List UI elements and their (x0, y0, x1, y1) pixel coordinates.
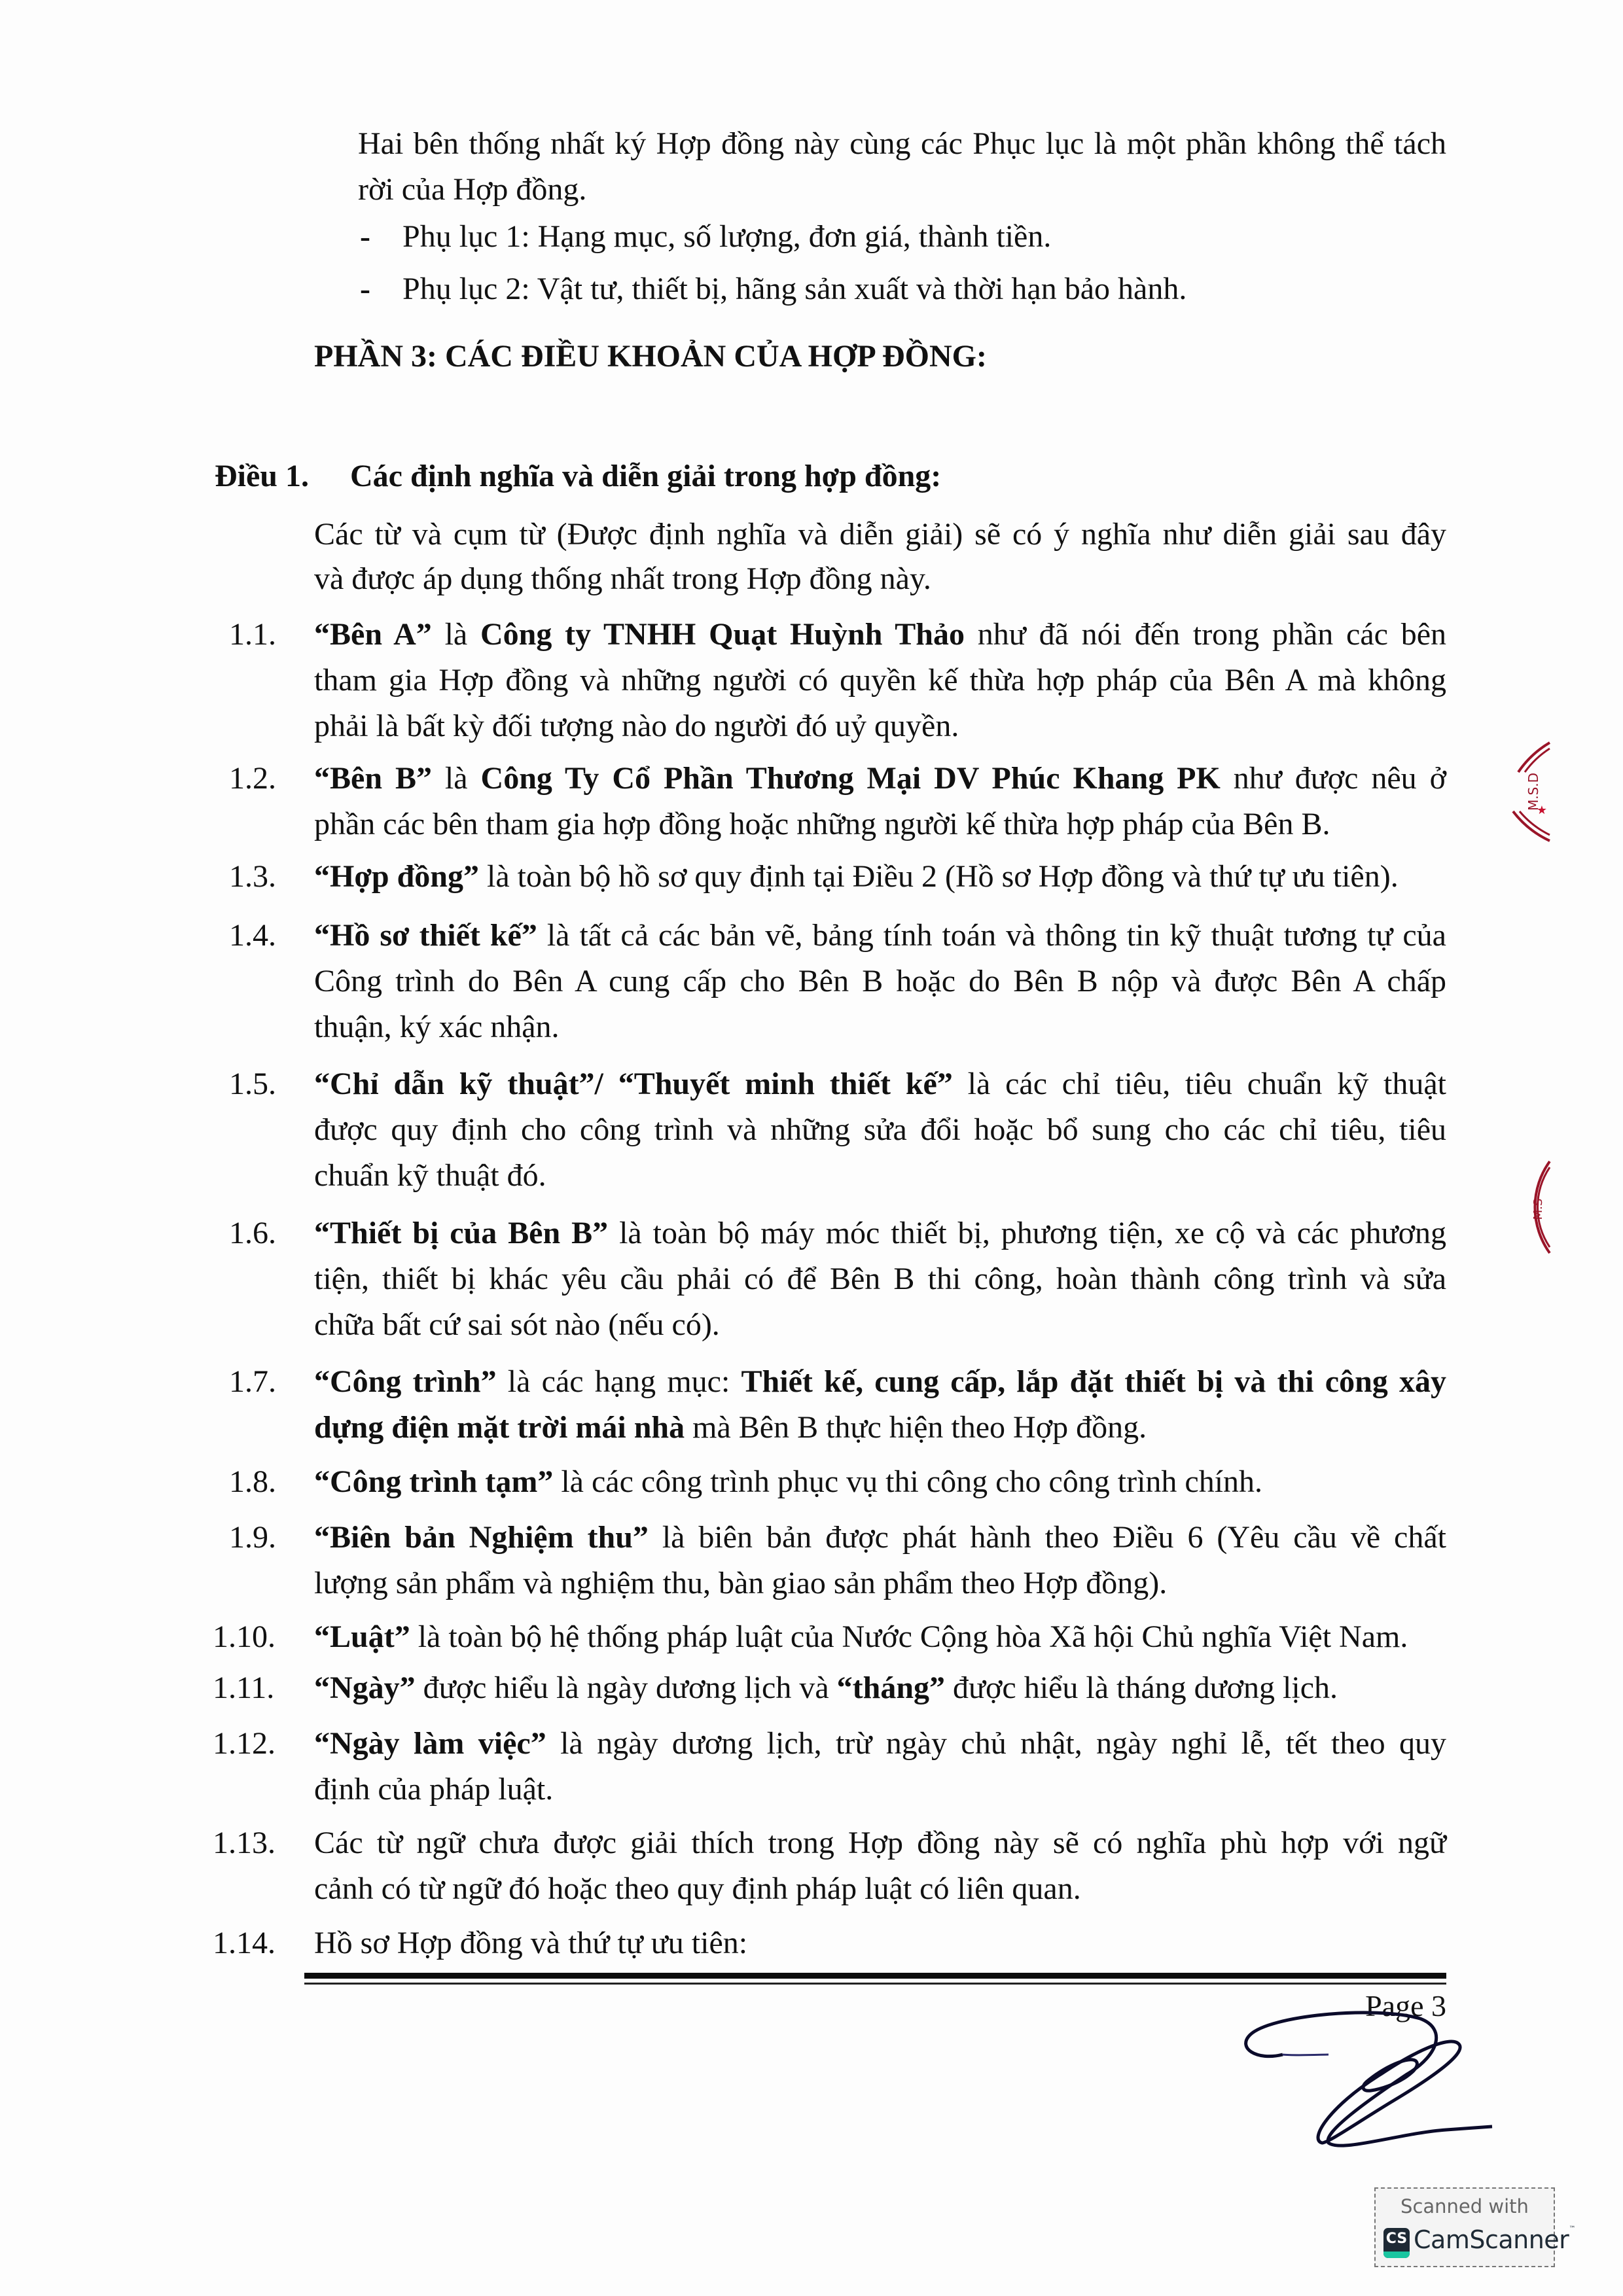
term: “Bên A” (314, 617, 432, 652)
text: mà Bên B thực hiện theo Hợp đồng. (685, 1410, 1147, 1445)
bullet-dash-1: - (360, 219, 370, 254)
item-1-5-line-2: được quy định cho công trình và những sửa đổi hoặc bổ sung cho các chỉ tiêu, tiêu (314, 1112, 1446, 1147)
logo-text: CS (1385, 2231, 1408, 2247)
text: là toàn bộ hồ sơ quy định tại Điều 2 (Hồ sơ Hợp đồng và thứ tự ưu tiên). (479, 859, 1399, 894)
brand-text: CamScanner (1414, 2225, 1569, 2254)
company-seal-bottom (1516, 1158, 1555, 1256)
term: “Thiết bị của Bên B” (314, 1216, 609, 1250)
item-1-8-line-1 (314, 1462, 1262, 1502)
item-number: 1.4. (229, 918, 276, 953)
item-1-14-line-1: Hồ sơ Hợp đồng và thứ tự ưu tiên: (314, 1926, 748, 1960)
camscanner-logo-icon (1383, 2228, 1410, 2258)
text: như đã nói đến trong phần các bên (965, 617, 1447, 652)
text: là toàn bộ máy móc thiết bị, phương tiện, xe cộ và các phương (608, 1216, 1447, 1250)
item-1-1-line-2: tham gia Hợp đồng và những người có quyền kế thừa hợp pháp của Bên A mà không (314, 663, 1446, 698)
bullet-item-2: Phụ lục 2: Vật tư, thiết bị, hãng sản xuất và thời hạn bảo hành. (402, 272, 1187, 306)
item-1-11-line-1 (314, 1669, 1338, 1708)
text: là các công trình phục vụ thi công cho công trình chính. (553, 1464, 1263, 1499)
text: là biên bản được phát hành theo Điều 6 (Yêu cầu về chất (648, 1520, 1446, 1555)
item-number: 1.3. (229, 859, 276, 894)
term: “Hợp đồng” (314, 859, 479, 894)
term: “Hồ sơ thiết kế” (314, 918, 537, 953)
item-1-12-line-1 (314, 1724, 1446, 1763)
term: “Bên B” (314, 761, 432, 796)
scanned-with-label: Scanned with (1400, 2195, 1529, 2217)
text: là các chỉ tiêu, tiêu chuẩn kỹ thuật (952, 1067, 1447, 1101)
item-1-1-line-1 (314, 615, 1446, 654)
footer-rule (304, 1973, 1446, 1979)
term: “Biên bản Nghiệm thu” (314, 1520, 649, 1555)
item-number: 1.12. (213, 1726, 276, 1761)
company-seal-top (1512, 739, 1551, 844)
item-1-7-line-2 (314, 1408, 1147, 1447)
item-1-13-line-2: cảnh có từ ngữ đó hoặc theo quy định pháp luật có liên quan. (314, 1871, 1081, 1906)
item-number: 1.11. (213, 1670, 275, 1705)
item-1-2-line-1 (314, 759, 1446, 798)
item-number: 1.9. (229, 1520, 276, 1555)
section-heading: PHẦN 3: CÁC ĐIỀU KHOẢN CỦA HỢP ĐỒNG: (314, 339, 987, 374)
page-number: Page 3 (1365, 1989, 1446, 2022)
camscanner-watermark (1374, 2187, 1575, 2267)
article-number: Điều 1. (215, 459, 309, 493)
term: “Ngày làm việc” (314, 1726, 546, 1761)
company-name: Công Ty Cổ Phần Thương Mại DV Phúc Khang PK (480, 761, 1221, 796)
item-number: 1.5. (229, 1067, 276, 1101)
term: “Luật” (314, 1619, 410, 1654)
article-intro-line-2: và được áp dụng thống nhất trong Hợp đồng này. (314, 561, 931, 596)
item-1-5-line-1 (314, 1065, 1446, 1104)
item-1-4-line-3: thuận, ký xác nhận. (314, 1010, 560, 1044)
item-1-1-line-3: phải là bất kỳ đối tượng nào do người đó uỷ quyền. (314, 709, 959, 743)
item-1-5-line-3: chuẩn kỹ thuật đó. (314, 1158, 546, 1193)
intro-line-1: Hai bên thống nhất ký Hợp đồng này cùng các Phục lục là một phần không thể tách (358, 126, 1446, 161)
signature (1230, 2002, 1505, 2172)
text: được hiểu là tháng dương lịch. (945, 1670, 1338, 1705)
term: “Công trình tạm” (314, 1464, 554, 1499)
item-1-2-line-2: phần các bên tham gia hợp đồng hoặc những người kế thừa hợp pháp của Bên B. (314, 807, 1330, 841)
item-1-9-line-2: lượng sản phẩm và nghiệm thu, bàn giao sản phẩm theo Hợp đồng). (314, 1566, 1168, 1600)
item-number: 1.8. (229, 1464, 276, 1499)
item-1-4-line-2: Công trình do Bên A cung cấp cho Bên B hoặc do Bên B nộp và được Bên A chấp (314, 964, 1446, 998)
trademark: ™ (1569, 2225, 1575, 2233)
item-1-9-line-1 (314, 1518, 1446, 1557)
text: là các hạng mục: (496, 1364, 741, 1399)
term: “tháng” (836, 1670, 946, 1705)
bullet-item-1: Phụ lục 1: Hạng mục, số lượng, đơn giá, thành tiền. (402, 219, 1052, 254)
item-1-6-line-3: chữa bất cứ sai sót nào (nếu có). (314, 1307, 720, 1342)
scope: dựng điện mặt trời mái nhà (314, 1410, 685, 1445)
term: “Chỉ dẫn kỹ thuật”/ “Thuyết minh thiết kế” (314, 1067, 953, 1101)
item-1-6-line-2: tiện, thiết bị khác yêu cầu phải có để Bên B thi công, hoàn thành công trình và sửa (314, 1262, 1446, 1296)
article-intro-line-1: Các từ và cụm từ (Được định nghĩa và diễn giải) sẽ có ý nghĩa như diễn giải sau đây (314, 517, 1446, 552)
logo-accent (1383, 2252, 1410, 2258)
text: là toàn bộ hệ thống pháp luật của Nước Cộng hòa Xã hội Chủ nghĩa Việt Nam. (410, 1619, 1408, 1654)
bullet-dash-2: - (360, 272, 370, 306)
item-1-10-line-1 (314, 1617, 1408, 1657)
text: là ngày dương lịch, trừ ngày chủ nhật, ngày nghỉ lễ, tết theo quy (546, 1726, 1446, 1761)
term: “Công trình” (314, 1364, 497, 1399)
seal-text-top: M.S.D (1525, 772, 1541, 811)
text: là (431, 617, 481, 652)
item-1-4-line-1 (314, 916, 1446, 955)
item-number: 1.1. (229, 617, 276, 652)
item-number: 1.13. (213, 1826, 276, 1860)
text: là (431, 761, 481, 796)
item-number: 1.2. (229, 761, 276, 796)
article-title: Các định nghĩa và diễn giải trong hợp đồng: (350, 459, 942, 493)
seal-text-bottom: M.S (1531, 1198, 1545, 1220)
company-name: Công ty TNHH Quạt Huỳnh Thảo (480, 617, 965, 652)
text: được hiểu là ngày dương lịch và (415, 1670, 837, 1705)
scope: Thiết kế, cung cấp, lắp đặt thiết bị và thi công xây (741, 1364, 1446, 1399)
item-1-12-line-2: định của pháp luật. (314, 1772, 554, 1807)
text: như được nêu ở (1220, 761, 1447, 796)
item-number: 1.6. (229, 1216, 276, 1250)
term: “Ngày” (314, 1670, 416, 1705)
text: là tất cả các bản vẽ, bảng tính toán và thông tin kỹ thuật tương tự của (537, 918, 1446, 953)
item-1-13-line-1: Các từ ngữ chưa được giải thích trong Hợp đồng này sẽ có nghĩa phù hợp với ngữ (314, 1826, 1446, 1860)
item-1-3-line-1 (314, 857, 1399, 896)
item-1-6-line-1 (314, 1214, 1446, 1253)
item-number: 1.10. (213, 1619, 276, 1654)
footer-rule-thin (304, 1983, 1446, 1985)
intro-line-2: rời của Hợp đồng. (358, 172, 587, 207)
item-number: 1.7. (229, 1364, 276, 1399)
item-1-7-line-1 (314, 1362, 1446, 1402)
camscanner-brand (1414, 2225, 1575, 2254)
seal-star-icon: ★ (1536, 804, 1548, 817)
item-number: 1.14. (213, 1926, 276, 1960)
